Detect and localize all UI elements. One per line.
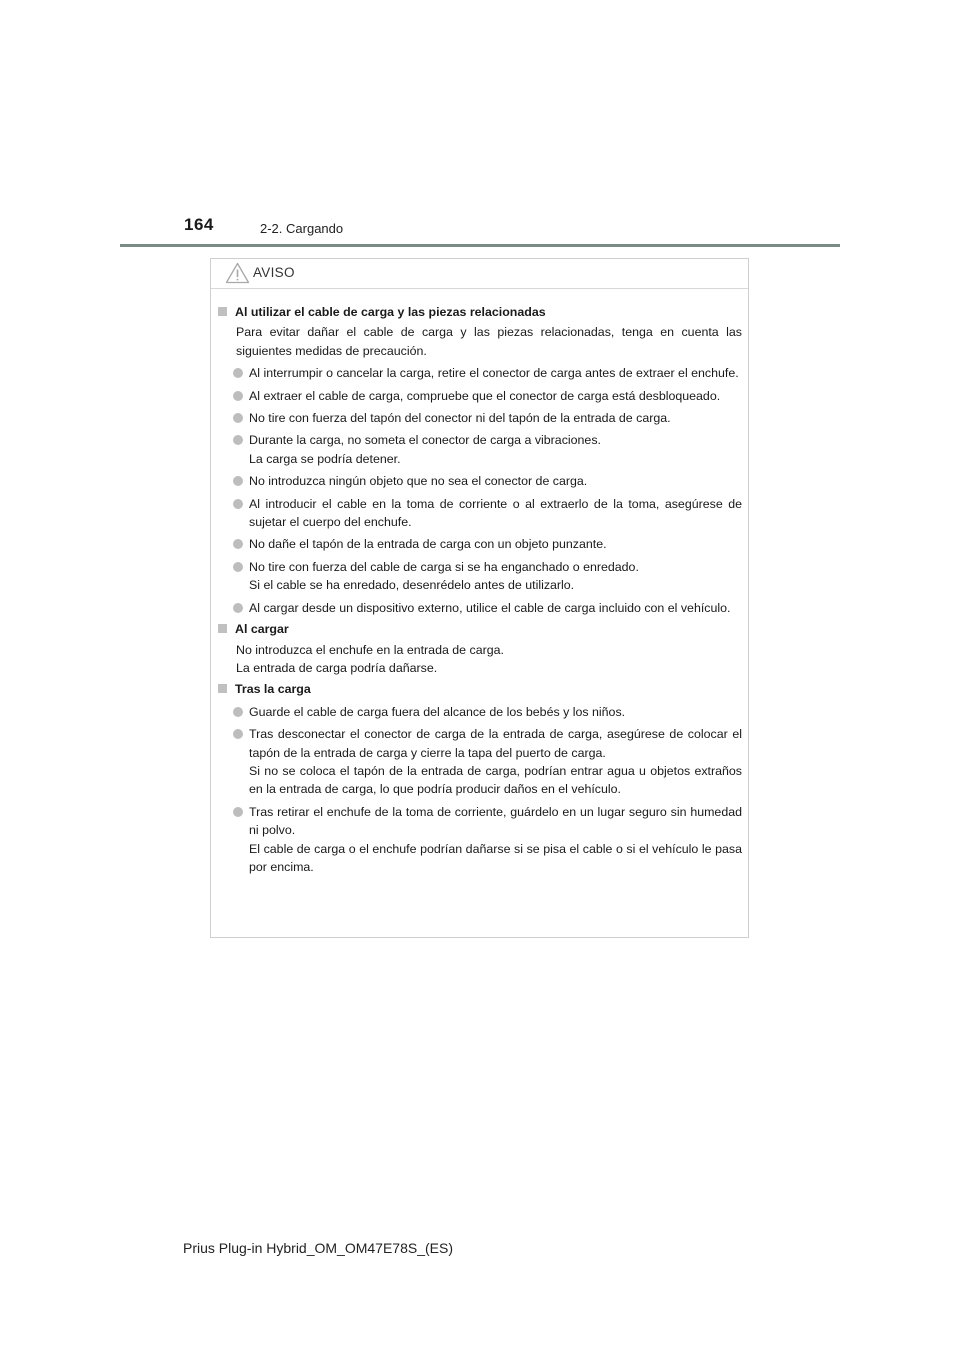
square-bullet-icon xyxy=(218,624,227,633)
bullet-item xyxy=(217,495,742,532)
section-paragraph xyxy=(217,323,742,360)
round-bullet-icon xyxy=(233,391,243,401)
round-bullet-icon xyxy=(233,413,243,423)
round-bullet-icon xyxy=(233,603,243,613)
section-heading-text: Al cargar xyxy=(235,622,289,637)
round-bullet-icon xyxy=(233,562,243,572)
warning-box xyxy=(210,258,749,938)
bullet-item xyxy=(217,535,742,553)
bullet-line: Tras desconectar el conector de carga de la entrada de carga, asegúrese de colocar el tapón de la entrada de carga y cierre la tapa del puerto de carga. xyxy=(249,727,742,760)
round-bullet-icon xyxy=(233,729,243,739)
section-title: 2-2. Cargando xyxy=(260,221,344,236)
section-heading xyxy=(217,303,742,321)
paragraph-line: No introduzca el enchufe en la entrada de carga. xyxy=(236,642,504,657)
warning-title: AVISO xyxy=(253,265,295,280)
bullet-line: Tras retirar el enchufe de la toma de corriente, guárdelo en un lugar seguro sin humedad ni polvo. xyxy=(249,804,742,838)
page-number: 164 xyxy=(184,215,214,234)
bullet-line: Durante la carga, no someta el conector de carga a vibraciones. xyxy=(249,433,601,448)
round-bullet-icon xyxy=(233,368,243,378)
header-rule xyxy=(120,244,840,247)
bullet-line: No introduzca ningún objeto que no sea el conector de carga. xyxy=(249,474,588,489)
bullet-item xyxy=(217,387,742,405)
section-heading xyxy=(217,680,742,698)
warning-body xyxy=(211,289,748,876)
footer-text: Prius Plug-in Hybrid_OM_OM47E78S_(ES) xyxy=(183,1240,453,1256)
paragraph-line: La entrada de carga podría dañarse. xyxy=(236,660,438,675)
bullet-item xyxy=(217,725,742,799)
square-bullet-icon xyxy=(218,684,227,693)
bullet-item xyxy=(217,409,742,427)
section-heading-text: Al utilizar el cable de carga y las piezas relacionadas xyxy=(235,305,546,319)
bullet-line: Guarde el cable de carga fuera del alcance de los bebés y los niños. xyxy=(249,704,626,719)
square-bullet-icon xyxy=(218,307,227,316)
bullet-line: Al introducir el cable en la toma de corriente o al extraerlo de la toma, asegúrese de sujetar el cuerpo del enchufe. xyxy=(249,496,742,530)
bullet-line: Si no se coloca el tapón de la entrada de carga, podrían entrar agua u objetos extraños en la entrada de carga, lo que podría producir daños en el vehículo. xyxy=(249,763,742,797)
bullet-line: Al extraer el cable de carga, compruebe que el conector de carga está desbloqueado. xyxy=(249,388,721,403)
bullet-item xyxy=(217,558,742,595)
bullet-line: Al interrumpir o cancelar la carga, retire el conector de carga antes de extraer el enchufe. xyxy=(249,366,739,381)
round-bullet-icon xyxy=(233,539,243,549)
round-bullet-icon xyxy=(233,476,243,486)
bullet-item xyxy=(217,599,742,617)
bullet-line: No tire con fuerza del cable de carga si se ha enganchado o enredado. xyxy=(249,559,639,574)
section-heading xyxy=(217,620,742,638)
bullet-item xyxy=(217,803,742,877)
bullet-line: El cable de carga o el enchufe podrían dañarse si se pisa el cable o si el vehículo le pasa por encima. xyxy=(249,841,742,874)
bullet-item xyxy=(217,703,742,721)
bullet-line: Al cargar desde un dispositivo externo, utilice el cable de carga incluido con el vehículo. xyxy=(249,600,731,615)
bullet-item xyxy=(217,472,742,490)
bullet-item xyxy=(217,431,742,468)
bullet-line: No dañe el tapón de la entrada de carga con un objeto punzante. xyxy=(249,537,607,552)
bullet-item xyxy=(217,364,742,382)
warning-header xyxy=(211,259,748,289)
round-bullet-icon xyxy=(233,707,243,717)
bullet-line: Si el cable se ha enredado, desenrédelo antes de utilizarlo. xyxy=(249,578,575,593)
section-heading-text: Tras la carga xyxy=(235,682,311,697)
bullet-line: No tire con fuerza del tapón del conector ni del tapón de la entrada de carga. xyxy=(249,411,671,426)
round-bullet-icon xyxy=(233,435,243,445)
paragraph-line: Para evitar dañar el cable de carga y las piezas relacionadas, tenga en cuenta las siguientes medidas de precaución. xyxy=(236,325,742,358)
warning-triangle-icon xyxy=(225,262,250,284)
section-paragraph xyxy=(217,641,742,678)
bullet-line: La carga se podría detener. xyxy=(249,451,401,466)
round-bullet-icon xyxy=(233,499,243,509)
round-bullet-icon xyxy=(233,807,243,817)
